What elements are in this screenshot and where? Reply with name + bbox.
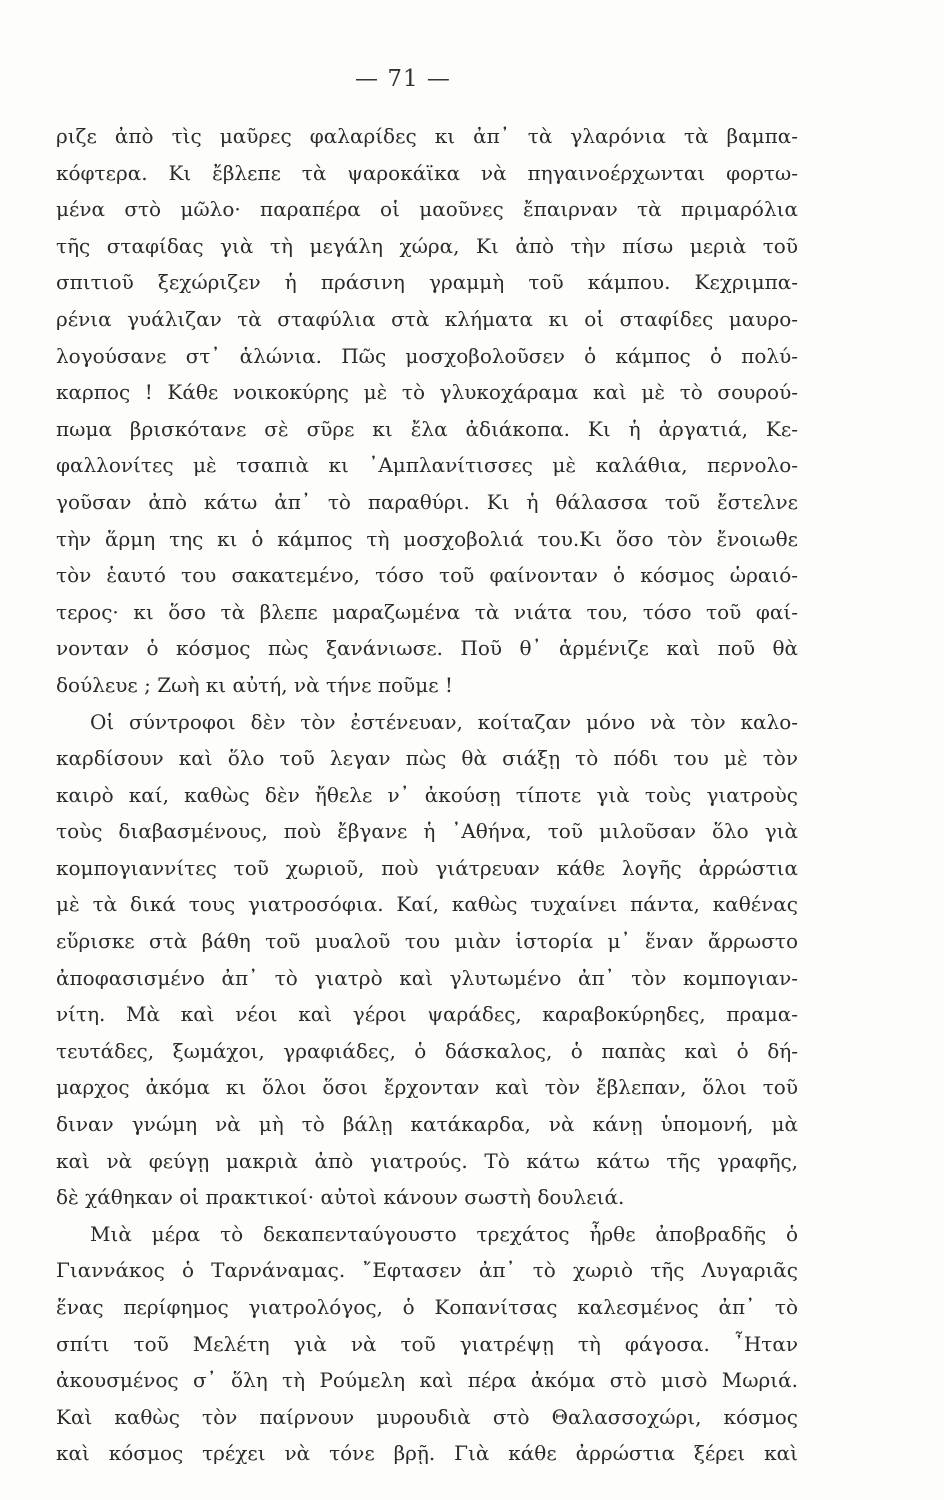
text-line: νονταν ὁ κόσμος πὼς ξανάνιωσε. Ποῦ θ᾿ ἁρμένιζε καὶ ποῦ θὰ — [56, 636, 798, 661]
text-line: καιρὸ καί, καθὼς δὲν ἤθελε ν᾿ ἀκούσῃ τίποτε γιὰ τοὺς γιατροὺς — [56, 782, 798, 807]
text-line: κομπογιαννίτες τοῦ χωριοῦ, ποὺ γιάτρευαν κάθε λογῆς ἀρρώστια — [56, 855, 798, 880]
text-line: πωμα βρισκότανε σὲ σῦρε κι ἔλα ἀδιάκοπα. Κι ἡ ἀργατιά, Κε- — [56, 416, 798, 441]
text-line: τὴν ἅρμη της κι ὁ κάμπος τὴ μοσχοβολιά του.Κι ὅσο τὸν ἔνοιωθε — [56, 526, 798, 551]
text-line: τευτάδες, ξωμάχοι, γραφιάδες, ὁ δάσκαλος, ὁ παπὰς καὶ ὁ δή- — [56, 1038, 798, 1063]
text-line: ἀκουσμένος σ᾿ ὅλη τὴ Ρούμελη καὶ πέρα ἀκόμα στὸ μισὸ Μωριά. — [56, 1368, 798, 1393]
text-line: καὶ νὰ φεύγῃ μακριὰ ἀπὸ γιατρούς. Τὸ κάτω κάτω τῆς γραφῆς, — [56, 1148, 798, 1173]
text-line: σπίτι τοῦ Μελέτη γιὰ νὰ τοῦ γιατρέψῃ τὴ φάγοσα. ῏Ηταν — [56, 1331, 798, 1356]
text-line: ἕνας περίφημος γιατρολόγος, ὁ Κοπανίτσας καλεσμένος ἀπ᾿ τὸ — [56, 1295, 798, 1319]
text-line: δὲ χάθηκαν οἱ πρακτικοί· αὐτοὶ κάνουν σωστὴ δουλειά. — [56, 1185, 625, 1210]
text-line: καρπος ! Κάθε νοικοκύρης μὲ τὸ γλυκοχάραμα καὶ μὲ τὸ σουρού- — [56, 380, 798, 405]
text-line: τερος· κι ὅσο τὰ βλεπε μαραζωμένα τὰ νιάτα του, τόσο τοῦ φαί- — [56, 599, 798, 624]
text-line: τῆς σταφίδας γιὰ τὴ μεγάλη χώρα, Κι ἀπὸ τὴν πίσω μεριὰ τοῦ — [56, 233, 798, 258]
text-line: μὲ τὰ δικά τους γιατροσόφια. Καί, καθὼς τυχαίνει πάντα, καθένας — [56, 892, 798, 917]
text-line: δούλευε ; Ζωὴ κι αὐτή, νὰ τήνε ποῦμε ! — [56, 672, 453, 697]
text-line: διναν γνώμη νὰ μὴ τὸ βάλῃ κατάκαρδα, νὰ κάνῃ ὑπομονή, μὰ — [56, 1112, 798, 1137]
text-line: Καὶ καθὼς τὸν παίρνουν μυρουδιὰ στὸ Θαλασσοχώρι, κόσμος — [56, 1404, 798, 1429]
body-text — [56, 118, 798, 1472]
text-line: ἀποφασισμένο ἀπ᾿ τὸ γιατρὸ καὶ γλυτωμένο ἀπ᾿ τὸν κομπογιαν- — [56, 965, 798, 990]
text-line: εὕρισκε στὰ βάθη τοῦ μυαλοῦ του μιὰν ἱστορία μ᾿ ἕναν ἄρρωστο — [56, 929, 798, 954]
text-line: Οἱ σύντροφοι δὲν τὸν ἐστένευαν, κοίταζαν μόνο νὰ τὸν καλο- — [90, 709, 798, 734]
text-line: μαρχος ἀκόμα κι ὅλοι ὅσοι ἔρχονταν καὶ τὸν ἔβλεπαν, ὅλοι τοῦ — [56, 1075, 798, 1100]
text-line: ριζε ἀπὸ τὶς μαῦρες φαλαρίδες κι ἀπ᾿ τὰ γλαρόνια τὰ βαμπα- — [56, 124, 798, 148]
text-line: μένα στὸ μῶλο· παραπέρα οἱ μαοῦνες ἔπαιρναν τὰ πριμαρόλια — [56, 197, 798, 222]
text-line: τὸν ἑαυτό του σακατεμένο, τόσο τοῦ φαίνονταν ὁ κόσμος ὡραιό- — [56, 563, 798, 588]
text-line: Μιὰ μέρα τὸ δεκαπενταύγουστο τρεχάτος ἦρθε ἀποβραδῆς ὁ — [90, 1221, 798, 1246]
text-line: φαλλονίτες μὲ τσαπιὰ κι ᾿Αμπλανίτισσες μὲ καλάθια, περνολο- — [56, 453, 798, 478]
text-line: νίτη. Μὰ καὶ νέοι καὶ γέροι ψαράδες, καραβοκύρηδες, πραμα- — [56, 1002, 798, 1027]
text-line: καρδίσουν καὶ ὅλο τοῦ λεγαν πὼς θὰ σιάξῃ τὸ πόδι του μὲ τὸν — [56, 746, 798, 771]
text-line: καὶ κόσμος τρέχει νὰ τόνε βρῇ. Γιὰ κάθε ἀρρώστια ξέρει καὶ — [56, 1441, 798, 1466]
text-line: σπιτιοῦ ξεχώριζεν ἡ πράσινη γραμμὴ τοῦ κάμπου. Κεχριμπα- — [56, 270, 798, 295]
text-line: τοὺς διαβασμένους, ποὺ ἔβγανε ἡ ᾿Αθήνα, τοῦ μιλοῦσαν ὅλο γιὰ — [56, 819, 798, 844]
text-line: γοῦσαν ἀπὸ κάτω ἀπ᾿ τὸ παραθύρι. Κι ἡ θάλασσα τοῦ ἔστελνε — [56, 489, 798, 514]
page-number: — 71 — — [355, 66, 451, 92]
text-line: Γιαννάκος ὁ Ταρνάναμας. ῎Εφτασεν ἀπ᾿ τὸ χωριὸ τῆς Λυγαριᾶς — [56, 1258, 798, 1283]
text-line: λογούσανε στ᾿ ἁλώνια. Πῶς μοσχοβολοῦσεν ὁ κάμπος ὁ πολύ- — [56, 343, 798, 368]
text-line: κόφτερα. Κι ἔβλεπε τὰ ψαροκάϊκα νὰ πηγαινοέρχωνται φορτω- — [56, 160, 798, 185]
text-line: ρένια γυάλιζαν τὰ σταφύλια στὰ κλήματα κι οἱ σταφίδες μαυρο- — [56, 306, 798, 331]
